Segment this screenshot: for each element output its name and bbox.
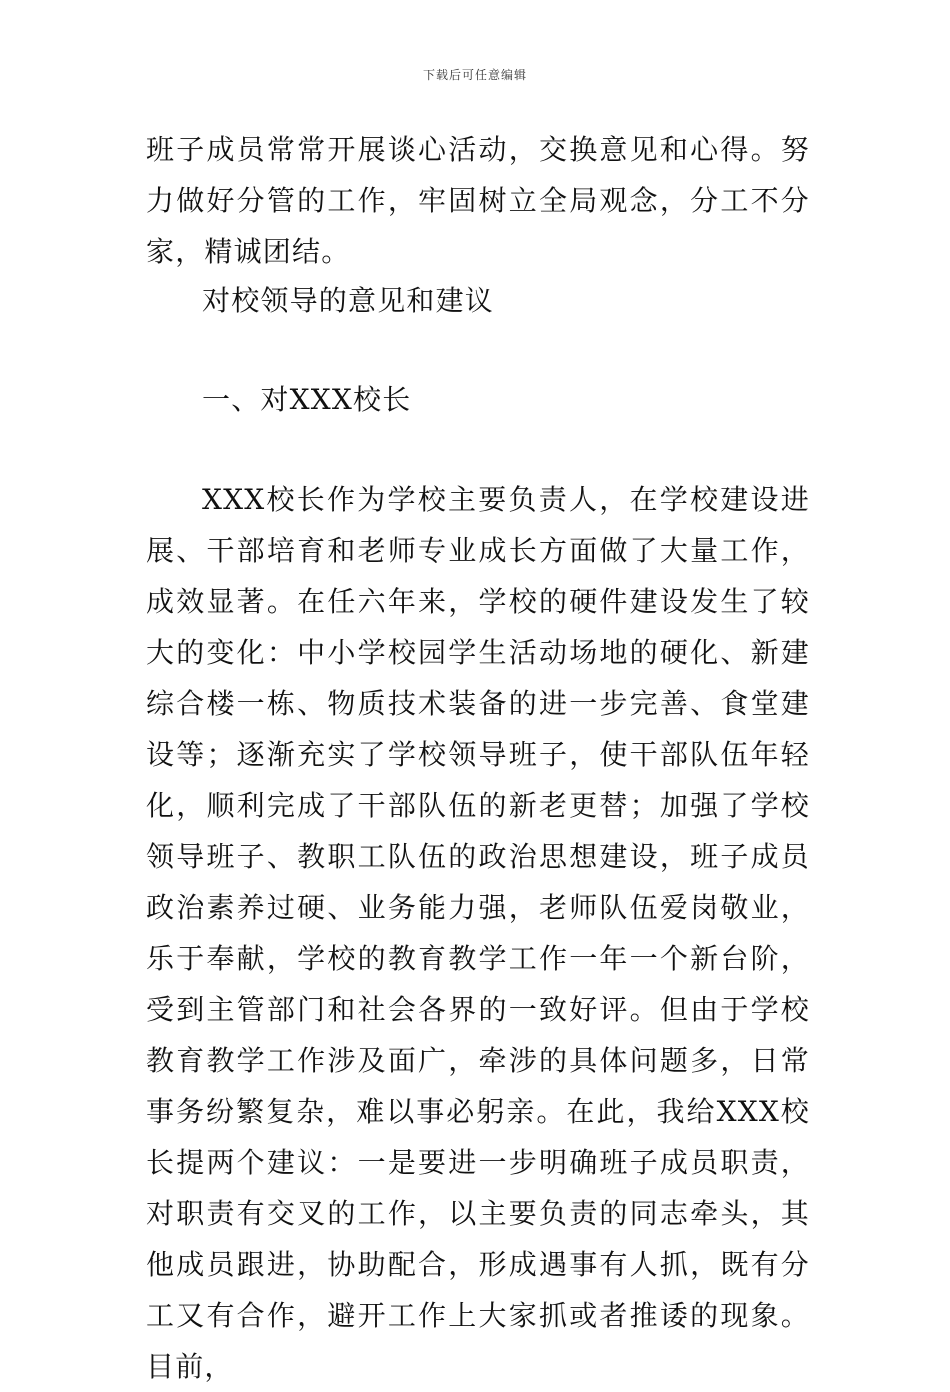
subsection-heading: 一、对XXX校长: [202, 383, 412, 416]
page-header-note: 下载后可任意编辑: [422, 68, 527, 82]
body-paragraph: XXX校长作为学校主要负责人，在学校建设进展、干部培育和老师专业成长方面做了大量工作，成效显著。在任六年来，学校的硬件建设发生了较大的变化：中小学校园学生活动场地的硬化、新建综合楼一栋、物质技术装备的进一步完善、食堂建设等；逐渐充实了学校领导班子，使干部队伍年轻化，顺利完成了干部队伍的新老更替；加强了学校领导班子、教职工队伍的政治思想建设，班子成员政治素养过硬、业务能力强，老师队伍爱岗敬业，乐于奉献，学校的教育教学工作一年一个新台阶，受到主管部门和社会各界的一致好评。但由于学校教育教学工作涉及面广，牵涉的具体问题多，日常事务纷繁复杂，难以事必躬亲。在此，我给XXX校长提两个建议：一是要进一步明确班子成员职责，对职责有交叉的工作，以主要负责的同志牵头，其他成员跟进，协助配合，形成遇事有人抓，既有分工又有合作，避开工作上大家抓或者推诿的现象。目前，: [146, 483, 810, 1383]
body-paragraph: 班子成员常常开展谈心活动，交换意见和心得。努力做好分管的工作，牢固树立全局观念，分工不分家，精诚团结。: [146, 133, 810, 268]
section-heading: 对校领导的意见和建议: [202, 284, 495, 317]
